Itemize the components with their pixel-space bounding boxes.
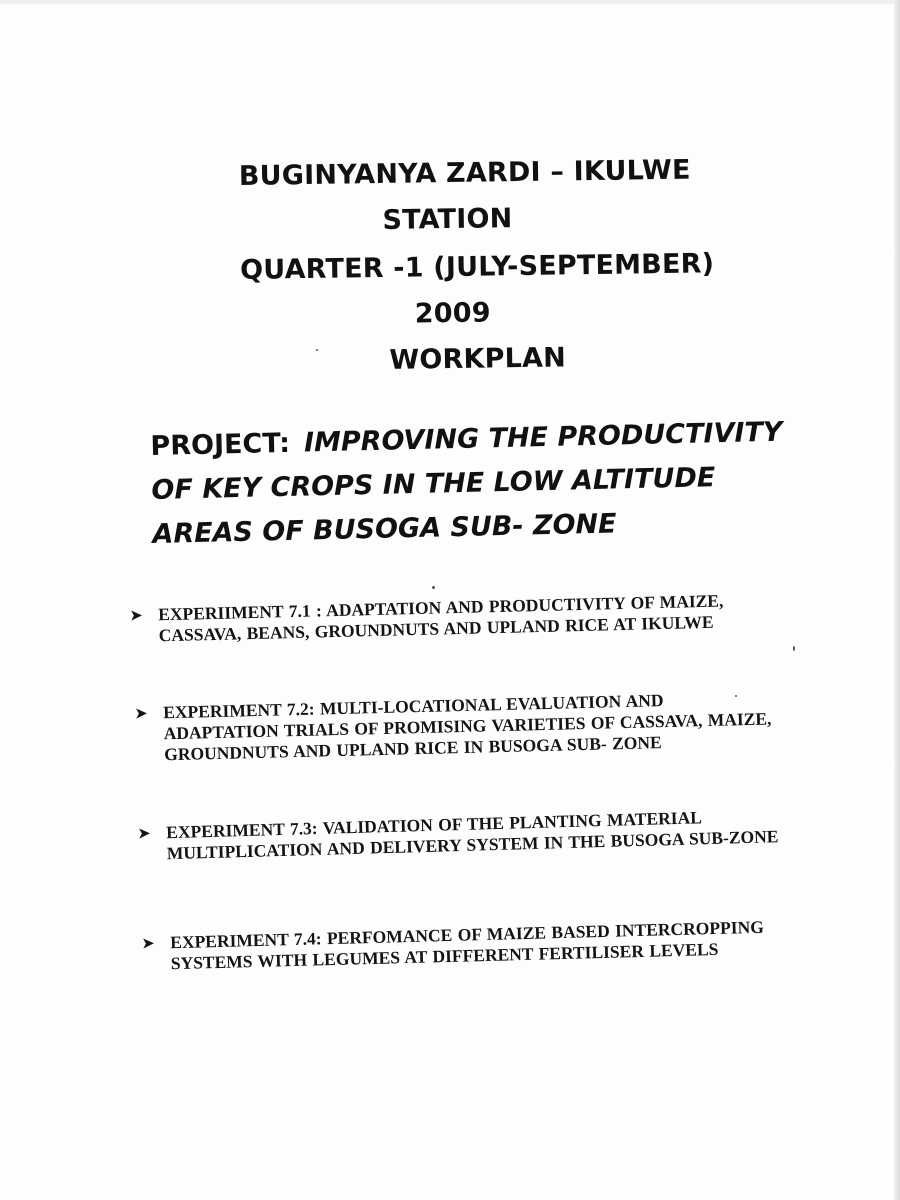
title-line-quarter: QUARTER -1 (JULY-SEPTEMBER) [239, 248, 715, 286]
scan-edge-right [894, 0, 900, 1200]
list-item-experiment-7-1 [130, 589, 771, 647]
scan-speck [432, 586, 435, 589]
scan-speck [316, 349, 318, 351]
arrowhead-bullet-icon: ➤ [135, 706, 148, 722]
title-block [0, 152, 899, 376]
arrowhead-bullet-icon: ➤ [130, 608, 143, 624]
experiment-text: EXPERIMENT 7.4: PERFOMANCE OF MAIZE BASED INTERCROPPING SYSTEMS WITH LEGUMES AT DIFFERENT FERTILISER LEVELS [169, 916, 765, 974]
arrowhead-bullet-icon: ➤ [138, 826, 151, 842]
arrowhead-bullet-icon: ➤ [142, 936, 155, 952]
experiment-text: EXPERIMENT 7.3: VALIDATION OF THE PLANTING MATERIAL MULTIPLICATION AND DELIVERY SYSTEM IN THE BUSOGA SUB-ZONE [165, 807, 779, 864]
experiment-text: EXPERIIMENT 7.1 : ADAPTATION AND PRODUCTIVITY OF MAIZE, CASSAVA, BEANS, GROUNDNUTS AND UPLAND RICE AT IKULWE [157, 590, 724, 646]
title-line-station: STATION [382, 203, 513, 236]
project-block [150, 410, 793, 556]
title-line-year: 2009 [414, 297, 491, 330]
list-item-experiment-7-3 [138, 805, 779, 865]
scan-speck [735, 695, 737, 697]
title-line-station-name: BUGINYANYA ZARDI – IKULWE [238, 154, 691, 192]
list-item-experiment-7-4 [142, 916, 783, 975]
project-label: PROJECT: [150, 427, 291, 462]
project-title: IMPROVING THE PRODUCTIVITY OF KEY CROPS IN THE LOW ALTITUDE AREAS OF BUSOGA SUB- ZONE [151, 416, 783, 550]
experiment-text: EXPERIMENT 7.2: MULTI-LOCATIONAL EVALUATION AND ADAPTATION TRIALS OF PROMISING VARIETIES OF CASSAVA, MAIZE, GROUNDNUTS AND UPLAND RICE IN BUSOGA SUB- ZONE [162, 690, 772, 765]
list-item-experiment-7-2 [135, 687, 776, 766]
scan-speck [793, 646, 795, 651]
title-line-workplan: WORKPLAN [389, 342, 567, 376]
scan-edge-top [0, 0, 900, 4]
